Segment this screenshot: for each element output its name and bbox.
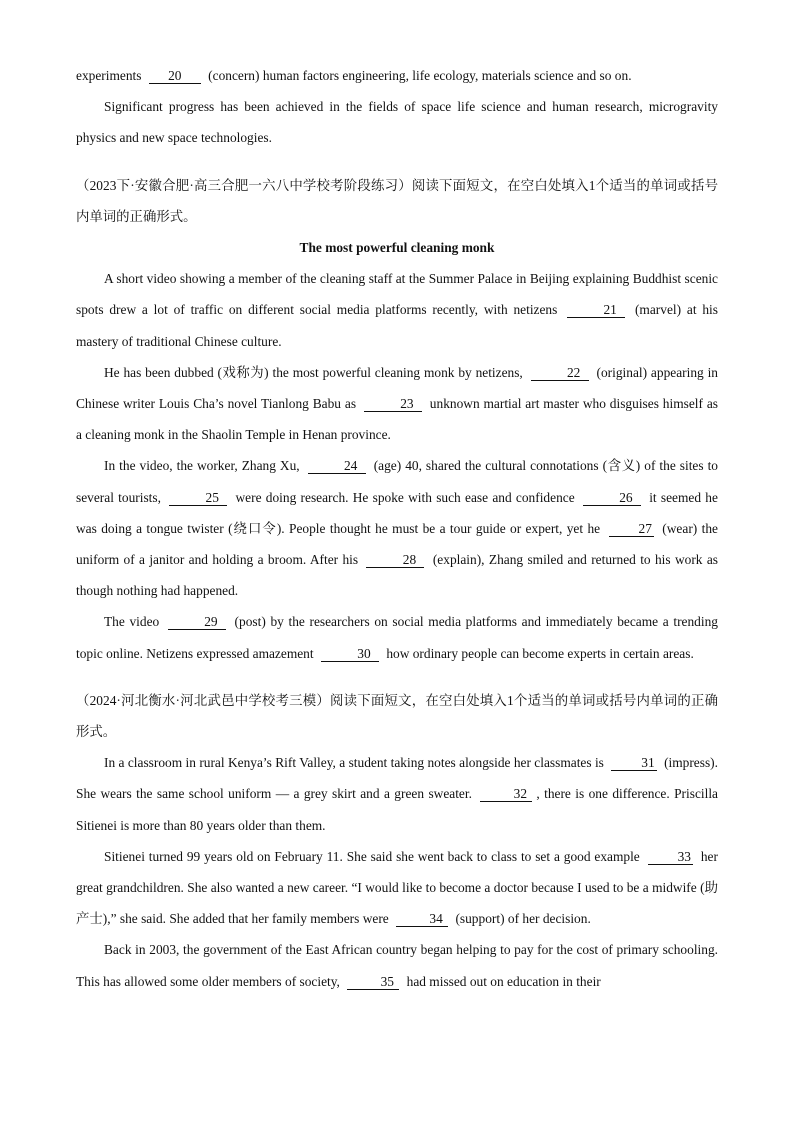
text-run: , there is one difference. Priscilla Sitienei is more than 80 years older than them.: [76, 786, 718, 833]
passage1-paragraph-3: [76, 450, 718, 606]
text-run: (original) appearing in Chinese writer Louis Cha’s novel Tianlong Babu as: [76, 364, 718, 412]
text-run: it seemed he was doing a tongue twister (绕口令). People thought he must be a tour guide or expert, yet he: [76, 489, 718, 536]
text-run: In a classroom in rural Kenya’s Rift Valley, a student taking notes alongside her classmates is: [104, 755, 604, 771]
text-run: (explain), Zhang smiled and returned to his work as though nothing had happened.: [76, 552, 718, 599]
passage2-paragraph-2: [76, 841, 718, 935]
intro-paragraph-1: [76, 60, 718, 91]
document-body: [76, 60, 718, 997]
text-run: experiments: [76, 68, 142, 83]
blank-29[interactable]: 29: [168, 614, 226, 630]
passage1-paragraph-4: [76, 606, 718, 668]
text-run: The video: [104, 614, 160, 630]
text-run: unknown martial art master who disguises himself as a cleaning monk in the Shaolin Temple in Henan province.: [76, 396, 718, 443]
text-run: her great grandchildren. She also wanted a new career. “I would like to become a doctor because I used to be a midwife (助产士),” she said. She added that her family members were: [76, 848, 718, 927]
passage1-paragraph-1: [76, 263, 718, 357]
passage1-title: The most powerful cleaning monk: [299, 240, 495, 256]
text-run: He has been dubbed (戏称为) the most powerful cleaning monk by netizens,: [104, 364, 523, 380]
text-run: Sitienei turned 99 years old on February 11. She said she went back to class to set a good example: [104, 848, 640, 864]
blank-33[interactable]: 33: [648, 849, 693, 865]
blank-35[interactable]: 35: [347, 974, 399, 990]
text-run: (age) 40, shared the cultural connotations (含义) of the sites to several tourists,: [76, 458, 718, 505]
text-run: In the video, the worker, Zhang Xu,: [104, 458, 300, 474]
passage2-paragraph-3: [76, 934, 718, 996]
text-run: (wear) the uniform of a janitor and holding a broom. After his: [76, 520, 718, 568]
intro-paragraph-2: Significant progress has been achieved in the fields of space life science and human research, microgravity physics and new space technologies.: [76, 99, 718, 146]
text-run: Back in 2003, the government of the East African country began helping to pay for the cost of primary schooling. This has allowed some older members of society,: [76, 942, 718, 989]
blank-22[interactable]: 22: [531, 365, 589, 381]
blank-27[interactable]: 27: [609, 521, 654, 537]
text-run: (post) by the researchers on social media platforms and immediately became a trending topic online. Netizens expressed amazement: [76, 614, 718, 661]
blank-23[interactable]: 23: [364, 396, 422, 412]
blank-26[interactable]: 26: [583, 490, 641, 506]
blank-25[interactable]: 25: [169, 490, 227, 506]
blank-28[interactable]: 28: [366, 552, 424, 568]
blank-31[interactable]: 31: [611, 755, 656, 771]
text-run: (impress). She wears the same school uniform — a grey skirt and a green sweater.: [76, 755, 718, 802]
text-run: (marvel) at his mastery of traditional Chinese culture.: [76, 302, 718, 349]
blank-21[interactable]: 21: [567, 302, 625, 318]
blank-20[interactable]: 20: [149, 68, 201, 84]
text-run: A short video showing a member of the cleaning staff at the Summer Palace in Beijing explaining Buddhist scenic spots drew a lot of traffic on different social media platforms recently, with netizens: [76, 271, 718, 318]
passage1-source: （2023下·安徽合肥·高三合肥一六八中学校考阶段练习）阅读下面短文，在空白处填入1个适当的单词或括号内单词的正确形式。: [76, 177, 718, 224]
blank-24[interactable]: 24: [308, 458, 366, 474]
passage1-paragraph-2: [76, 357, 718, 451]
text-run: (concern) human factors engineering, life ecology, materials science and so on.: [208, 68, 632, 83]
blank-30[interactable]: 30: [321, 646, 379, 662]
passage2-source: （2024·河北衡水·河北武邑中学校考三模）阅读下面短文，在空白处填入1个适当的单词或括号内单词的正确形式。: [76, 692, 718, 740]
text-run: had missed out on education in their: [406, 973, 601, 989]
text-run: were doing research. He spoke with such ease and confidence: [235, 489, 575, 505]
text-run: how ordinary people can become experts in certain areas.: [386, 645, 694, 661]
blank-32[interactable]: 32: [480, 786, 532, 802]
text-run: (support) of her decision.: [455, 911, 591, 927]
passage2-paragraph-1: [76, 747, 718, 841]
blank-34[interactable]: 34: [396, 911, 448, 927]
